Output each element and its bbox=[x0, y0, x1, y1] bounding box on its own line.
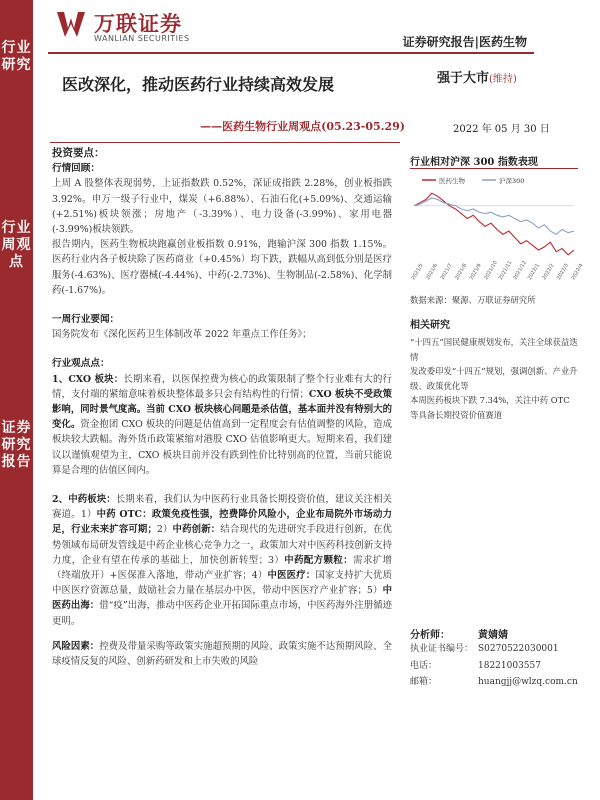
series-line bbox=[414, 198, 574, 234]
rating-main: 强于大市 bbox=[437, 71, 490, 86]
analyst-key: 执业证书编号： bbox=[410, 644, 474, 654]
analyst-row-phone bbox=[410, 658, 578, 675]
rating bbox=[437, 67, 517, 86]
view-paragraph-cxo bbox=[52, 372, 392, 478]
tcm-text-4: 需求扩增（终端放开）+医保准入落地，带动产业扩容；4） bbox=[52, 554, 392, 582]
view-paragraph-tcm bbox=[52, 492, 392, 629]
x-tick-label: 2022/1 bbox=[526, 262, 541, 281]
chart-top-divider bbox=[410, 168, 578, 169]
x-tick-label: 2022/4 bbox=[570, 262, 585, 281]
relative-performance-chart bbox=[410, 172, 585, 282]
invest-heading: 投资要点： bbox=[52, 147, 105, 159]
tcm-medical: 中医医疗： bbox=[267, 570, 316, 582]
header-divider bbox=[48, 52, 534, 54]
tcm-text-1: 长期来看，我们认为中医药行业具备长期投资价值，建议关注相关赛道。1） bbox=[52, 494, 392, 521]
review-title: 行情回顾： bbox=[52, 163, 100, 175]
report-date: 2022 年 05 月 30 日 bbox=[453, 124, 550, 135]
tcm-overseas: 中医药出海： bbox=[52, 585, 392, 612]
view-title: 行业观点点： bbox=[52, 358, 110, 370]
series-line bbox=[414, 193, 574, 255]
related-research bbox=[410, 316, 578, 422]
analyst-row-email bbox=[410, 674, 578, 691]
logo-cn-text: 万联证券 bbox=[94, 12, 182, 36]
report-subtitle: ——医药生物行业周观点(05.23-05.29) bbox=[200, 120, 405, 133]
review-paragraph-2: 报告期内，医药生物板块跑赢创业板指数 0.91%，跑输沪深 300 指数 1.15%。医药行业内各子板块除了医药商业（+0.45%）均下跌，跌幅从高到低分别是医疗服务(-4.63%)、医疗器械(-4.44%)、中药(-2.73%)、生物制品(-2.58%)、化学制药(-1.67%)。 bbox=[52, 239, 392, 296]
news-title: 一周行业要闻： bbox=[52, 314, 120, 326]
analyst-value: 18221003557 bbox=[478, 660, 541, 671]
sidebar-label-securities-report: 证券研究报告 bbox=[1, 420, 32, 470]
tcm-text-6: 借“疫”出海，推动中医药企业开拓国际重点市场，中医药海外注册循迹更明。 bbox=[52, 600, 392, 627]
news-paragraph: 国务院发布《深化医药卫生体制改革 2022 年重点工作任务》； bbox=[52, 329, 312, 341]
related-item: “十四五”国民健康规划发布，关注全球获益迭情 bbox=[410, 337, 578, 362]
analyst-value: S0270522030001 bbox=[478, 644, 559, 654]
tcm-text-2: 2） bbox=[156, 524, 173, 536]
x-tick-label: 2021/8 bbox=[454, 262, 469, 281]
x-tick-label: 2022/2 bbox=[541, 262, 556, 281]
cxo-text-2: 资金抱团 CXO 板块的问题是估值高到一定程度会有估值调整的风险，造成板块较大跌幅。海外货币政策紧缩对港股 CXO 估值影响更大。短期来看，我们建议以谨慎观望为主，CXO 板块目前并没有跌到性价比特别高的位置，当前只能说算是合理的估值区间内。 bbox=[52, 419, 392, 476]
company-logo bbox=[57, 10, 227, 48]
analyst-title: 分析师： bbox=[410, 630, 450, 641]
report-title: 医改深化，推动医药行业持续高效发展 bbox=[62, 75, 335, 94]
x-tick-label: 2021/10 bbox=[483, 260, 499, 281]
x-tick-label: 2021/12 bbox=[512, 260, 528, 281]
sidebar-label-weekly-view: 行业周观点 bbox=[1, 220, 32, 270]
tcm-label: 2、中药板块： bbox=[52, 494, 116, 506]
related-item: 本周医药板块下跌 7.34%，关注中药 OTC 等具备长期投资价值赛道 bbox=[410, 395, 570, 420]
cxo-text-bold: CXO 板块不受政策影响，同时景气度高。当前 CXO 板块核心问题是杀估值，基本面并没有特别大的变化。 bbox=[52, 388, 392, 431]
title-divider bbox=[50, 142, 400, 143]
risk-label: 风险因素： bbox=[52, 640, 100, 652]
cxo-text-1: 长期来看，以医保控费为核心的政策限制了整个行业难有大的行情，支付端的紧缩意味着板块整体最多只会有结构性的行情； bbox=[52, 373, 392, 400]
analyst-block bbox=[410, 626, 578, 691]
x-tick-label: 2021/11 bbox=[497, 260, 514, 281]
analyst-key: 电话： bbox=[410, 660, 438, 671]
logo-en-text: WANLIAN SECURITIES bbox=[94, 34, 190, 43]
chart-source: 数据来源：聚源、万联证券研究所 bbox=[410, 295, 536, 305]
x-tick-label: 2021/6 bbox=[425, 262, 440, 281]
x-tick-label: 2021/9 bbox=[468, 262, 483, 281]
x-tick-label: 2022/3 bbox=[555, 262, 570, 281]
analyst-key: 邮箱： bbox=[410, 677, 438, 687]
chart-title-block bbox=[410, 153, 578, 168]
review-paragraph-1: 上周 A 股整体表现弱势，上证指数跌 0.52%，深证成指跌 2.28%，创业板指跌 3.92%。申万一级子行业中，煤炭（+6.88%）、石油石化(+5.09%)、交通运输(+2.51%)板块领涨；房地产（-3.39%）、电力设备(-3.99%)、家用电器(-3.99%)板块领跌。 bbox=[52, 178, 392, 236]
related-title: 相关研究 bbox=[410, 320, 450, 331]
main-content bbox=[52, 146, 392, 669]
tcm-innovation: 中药创新： bbox=[172, 524, 221, 536]
tcm-text-3: 结合现代的先进研究手段进行创新，在优势领域布局研发管线是中药企业核心竞争力之一，政策加大对中医药科技创新支持力度，企业有望在传承的基础上，加快创新转型；3） bbox=[52, 524, 392, 566]
risk-paragraph bbox=[52, 639, 392, 669]
tcm-text-5: 国家支持扩大优质中医医疗资源总量，鼓励社会力量在基层办中医，带动中医医疗产业扩容；5） bbox=[52, 570, 392, 597]
tcm-granules: 中药配方颗粒： bbox=[284, 554, 354, 566]
analyst-value: huangjj@wlzq.com.cn bbox=[478, 677, 578, 687]
left-sidebar bbox=[0, 0, 33, 800]
sidebar-label-industry-research: 行业研究 bbox=[1, 40, 32, 73]
tcm-otc: 中药 OTC：政策免疫性强，控费降价风险小，企业布局院外市场动力足，行业未来扩容可期； bbox=[52, 509, 392, 536]
analyst-row-license bbox=[410, 641, 578, 658]
analyst-details bbox=[410, 641, 578, 691]
legend-label: 沪深300 bbox=[499, 177, 525, 185]
risk-text: 控费及带量采购等政策实施超预期的风险、政策实施不达预期风险、全球疫情反复的风险、创新药研发和上市失败的风险 bbox=[52, 640, 392, 668]
legend-label: 医药生物 bbox=[439, 177, 465, 185]
chart-title: 行业相对沪深 300 指数表现 bbox=[410, 157, 538, 168]
rating-paren: (维持) bbox=[489, 74, 517, 85]
related-item: 发改委印发“十四五”规划，强调创新、产业升级、政策优化等 bbox=[410, 366, 578, 391]
analyst-name: 黄婧婧 bbox=[478, 630, 508, 641]
wanlian-logo-icon bbox=[57, 10, 85, 38]
x-tick-label: 2021/7 bbox=[439, 262, 454, 281]
cxo-label: 1、CXO 板块： bbox=[52, 373, 124, 385]
report-category: 证券研究报告|医药生物 bbox=[402, 35, 527, 49]
x-tick-label: 2021/5 bbox=[410, 262, 425, 281]
